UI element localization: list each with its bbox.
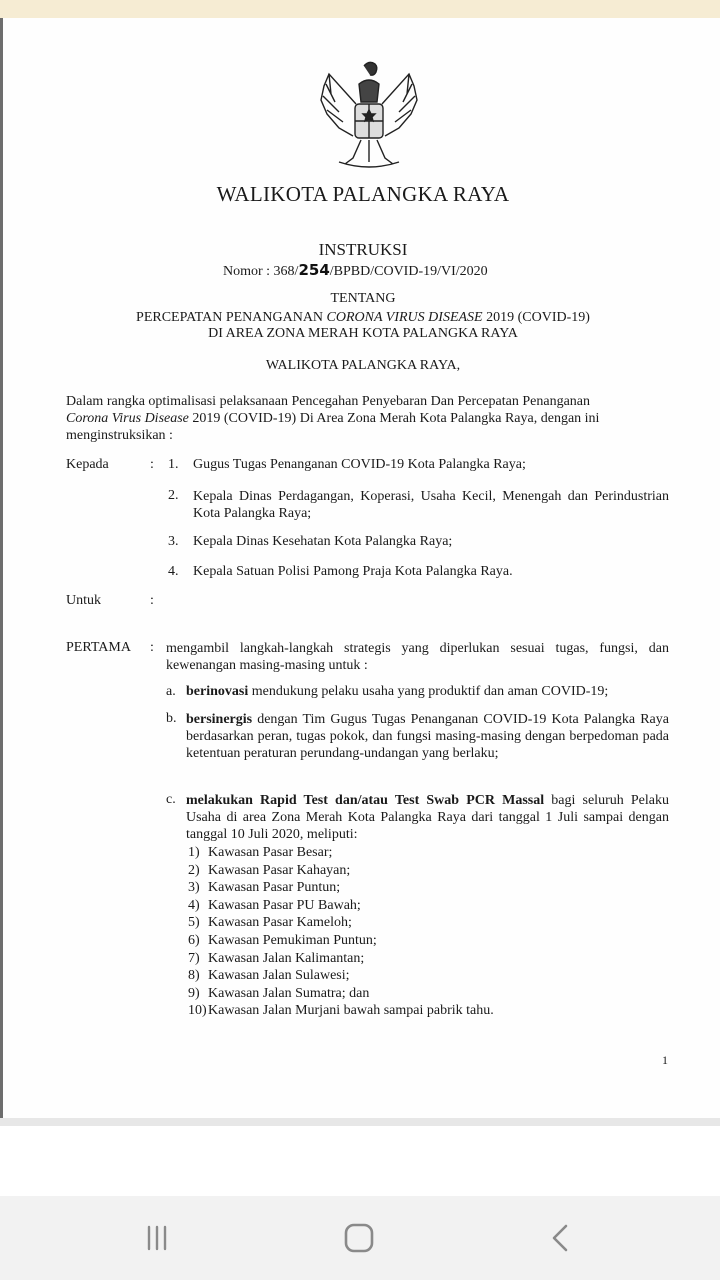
- list-item-num: 6): [188, 932, 200, 948]
- list-item-text: Kawasan Jalan Murjani bawah sampai pabrik tahu.: [208, 1003, 494, 1019]
- document-type: INSTRUKSI: [318, 240, 408, 259]
- point-b-bold: bersinergis: [186, 712, 253, 727]
- nomor-prefix: : 368/: [266, 264, 299, 279]
- point-b-letter: b.: [166, 711, 177, 726]
- intro-line-1: Dalam rangka optimalisasi pelaksanaan Pencegahan Penyebaran Dan Percepatan Penanganan: [66, 394, 591, 409]
- subject-line-1: [3, 310, 720, 326]
- subject-text: PERCEPATAN PENANGANAN: [136, 310, 327, 325]
- kepada-num-2: 2.: [168, 488, 179, 503]
- list-item: [188, 950, 494, 968]
- recents-button[interactable]: [127, 1216, 187, 1260]
- list-item-text: Kawasan Jalan Sulawesi;: [208, 968, 350, 984]
- point-b-text: dengan Tim Gugus Tugas Penanganan COVID-19 Kota Palangka Raya berdasarkan peran, tugas pokok, dan fungsi masing-masing dengan berpedoman pada ketentuan peraturan perundang-undangan yang berlaku;: [186, 712, 669, 761]
- garuda-emblem: [309, 54, 429, 174]
- kepada-item-3: Kepala Dinas Kesehatan Kota Palangka Raya;: [193, 534, 453, 549]
- list-item-text: Kawasan Jalan Sumatra; dan: [208, 985, 370, 1001]
- location-list: [188, 844, 494, 1020]
- point-a: [186, 684, 608, 700]
- back-icon: [546, 1223, 576, 1253]
- list-item: [188, 862, 494, 880]
- point-b: [186, 711, 669, 762]
- document-page[interactable]: [0, 18, 720, 1118]
- document-number: [223, 261, 488, 280]
- list-item-text: Kawasan Jalan Kalimantan;: [208, 950, 365, 966]
- kepada-num-3: 3.: [168, 534, 179, 549]
- kepada-item-4: Kepala Satuan Polisi Pamong Praja Kota Palangka Raya.: [193, 564, 513, 579]
- back-button[interactable]: [531, 1216, 591, 1260]
- pertama-text: mengambil langkah-langkah strategis yang diperlukan sesuai tugas, fungsi, dan kewenangan masing-masing untuk :: [166, 641, 669, 673]
- point-a-text: mendukung pelaku usaha yang produktif dan aman COVID-19;: [248, 684, 609, 699]
- system-nav-bar: [0, 1196, 720, 1280]
- kepada-item-2: Kepala Dinas Perdagangan, Koperasi, Usaha Kecil, Menengah dan Perindustrian Kota Palangka Raya;: [193, 489, 669, 521]
- list-item-text: Kawasan Pasar Kahayan;: [208, 862, 351, 878]
- list-item-num: 9): [188, 985, 200, 1001]
- home-button[interactable]: [329, 1216, 389, 1260]
- kepada-label: Kepada: [66, 457, 109, 472]
- nomor-handwritten: 254: [298, 261, 330, 279]
- list-item: [188, 914, 494, 932]
- pertama-label: PERTAMA: [66, 640, 131, 655]
- nomor-label: Nomor: [223, 264, 263, 279]
- list-item: [188, 932, 494, 950]
- intro-line-3: menginstruksikan :: [66, 428, 173, 443]
- untuk-label: Untuk: [66, 593, 101, 608]
- subject-text-end: 2019 (COVID-19): [482, 310, 590, 325]
- list-item-num: 8): [188, 968, 200, 984]
- nomor-suffix: /BPBD/COVID-19/VI/2020: [329, 264, 488, 279]
- kepada-item-1: Gugus Tugas Penanganan COVID-19 Kota Palangka Raya;: [193, 457, 526, 472]
- list-item-num: 2): [188, 862, 200, 878]
- list-item-text: Kawasan Pasar Besar;: [208, 845, 333, 860]
- list-item-num: 1): [188, 845, 200, 860]
- kepada-num-1: 1.: [168, 457, 179, 472]
- list-item-text: Kawasan Pasar Kameloh;: [208, 915, 352, 931]
- top-status-strip: [0, 0, 720, 18]
- list-item: [188, 897, 494, 915]
- point-c: [186, 792, 669, 843]
- pertama-colon: :: [150, 640, 154, 655]
- list-item-num: 7): [188, 950, 200, 966]
- point-c-bold: melakukan Rapid Test dan/atau Test Swab PCR Massal: [186, 793, 545, 808]
- issuer-title: WALIKOTA PALANGKA RAYA: [216, 182, 510, 206]
- page-number: 1: [662, 1053, 668, 1067]
- list-item: [188, 967, 494, 985]
- point-c-text: bagi seluruh Pelaku Usaha di area Zona Merah Kota Palangka Raya dari tanggal 1 Juli sampai dengan tanggal 10 Juli 2020, meliputi:: [186, 793, 669, 842]
- list-item-text: Kawasan Pasar PU Bawah;: [208, 897, 361, 913]
- list-item-num: 10): [188, 1003, 207, 1019]
- point-c-letter: c.: [166, 792, 176, 807]
- intro-rest: 2019 (COVID-19) Di Area Zona Merah Kota Palangka Raya, dengan ini: [188, 411, 600, 426]
- subject-italic: CORONA VIRUS DISEASE: [326, 310, 483, 325]
- kepada-colon: :: [150, 457, 154, 472]
- list-item-num: 4): [188, 897, 200, 913]
- list-item-num: 5): [188, 915, 200, 931]
- list-item-num: 3): [188, 880, 200, 896]
- home-icon: [342, 1221, 376, 1255]
- intro-line-2: [66, 411, 599, 427]
- recents-icon: [142, 1223, 172, 1253]
- content-gap: [0, 1118, 720, 1196]
- point-a-bold: berinovasi: [186, 684, 249, 699]
- point-a-letter: a.: [166, 684, 176, 699]
- intro-italic: Corona Virus Disease: [66, 411, 189, 426]
- list-item-text: Kawasan Pemukiman Puntun;: [208, 932, 377, 948]
- tentang-label: TENTANG: [330, 291, 396, 306]
- list-item: [188, 844, 494, 862]
- subject-line-2: DI AREA ZONA MERAH KOTA PALANGKA RAYA: [208, 326, 518, 341]
- list-item: [188, 879, 494, 897]
- list-item: [188, 1002, 494, 1020]
- list-item: [188, 985, 494, 1003]
- issuer-signatory: WALIKOTA PALANGKA RAYA,: [265, 358, 461, 373]
- list-item-text: Kawasan Pasar Puntun;: [208, 880, 341, 896]
- untuk-colon: :: [150, 593, 154, 608]
- kepada-num-4: 4.: [168, 564, 179, 579]
